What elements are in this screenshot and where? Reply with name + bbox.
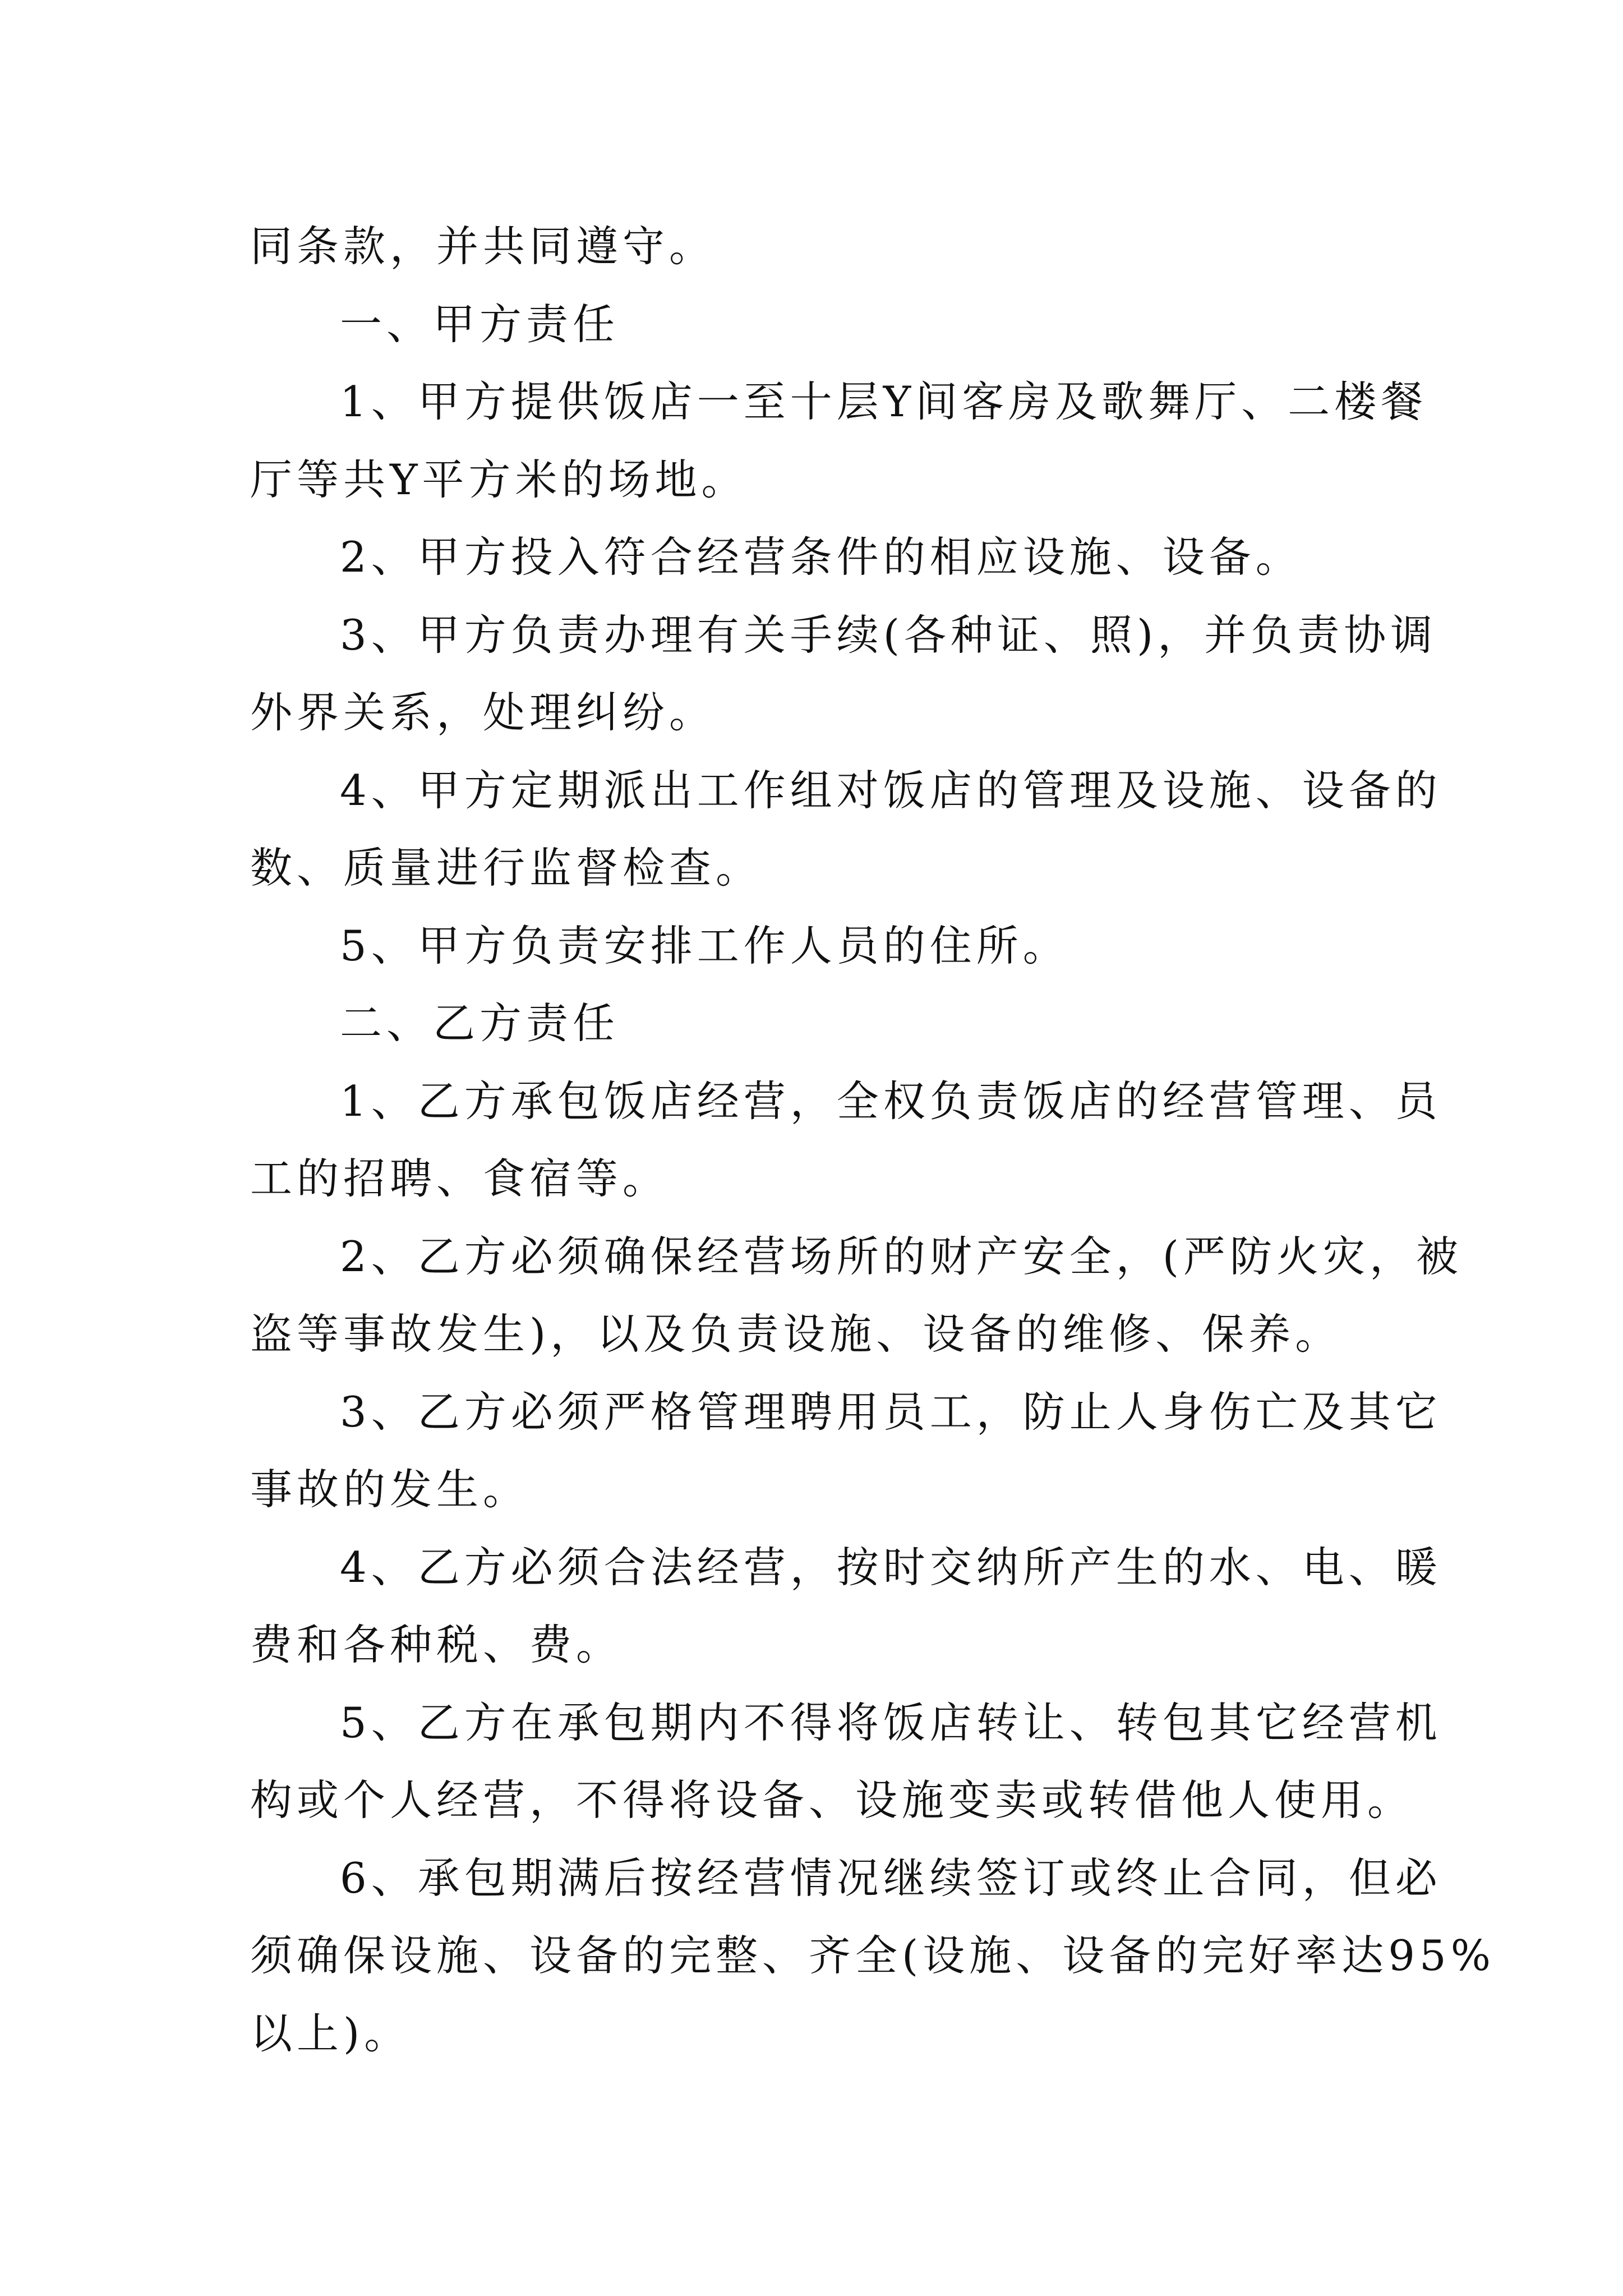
contract-body-text: [250, 208, 1495, 2072]
line-14: 盗等事故发生)，以及负责设施、设备的维修、保养。: [250, 1309, 1342, 1359]
line-16: 事故的发生。: [250, 1465, 530, 1514]
line-0: 同条款，并共同遵守。: [250, 222, 716, 271]
line-5: 3、甲方负责办理有关手续(各种证、照)，并负责协调: [340, 610, 1437, 660]
line-18: 费和各种税、费。: [250, 1620, 623, 1669]
line-9: 5、甲方负责安排工作人员的住所。: [340, 921, 1069, 970]
line-19: 5、乙方在承包期内不得将饭店转让、转包其它经营机: [340, 1697, 1442, 1747]
line-1: 一、甲方责任: [340, 299, 620, 349]
line-2: 1、甲方提供饭店一至十层Y间客房及歌舞厅、二楼餐: [340, 377, 1428, 426]
line-12: 工的招聘、食宿等。: [250, 1154, 670, 1203]
line-7: 4、甲方定期派出工作组对饭店的管理及设施、设备的: [340, 765, 1442, 815]
line-13: 2、乙方必须确保经营场所的财产安全，(严防火灾，被: [340, 1231, 1463, 1281]
line-8: 数、质量进行监督检查。: [250, 843, 763, 892]
line-11: 1、乙方承包饭店经营，全权负责饭店的经营管理、员: [340, 1076, 1442, 1126]
line-3: 厅等共Y平方米的场地。: [250, 454, 748, 504]
line-23: 以上)。: [250, 2008, 411, 2058]
line-20: 构或个人经营，不得将设备、设施变卖或转借他人使用。: [250, 1775, 1414, 1825]
line-4: 2、甲方投入符合经营条件的相应设施、设备。: [340, 532, 1302, 582]
line-21: 6、承包期满后按经营情况继续签订或终止合同，但必: [340, 1853, 1442, 1903]
line-15: 3、乙方必须严格管理聘用员工，防止人身伤亡及其它: [340, 1387, 1442, 1437]
line-10: 二、乙方责任: [340, 999, 620, 1048]
line-17: 4、乙方必须合法经营，按时交纳所产生的水、电、暖: [340, 1542, 1442, 1592]
line-6: 外界关系，处理纠纷。: [250, 688, 716, 737]
line-22: 须确保设施、设备的完整、齐全(设施、设备的完好率达95%: [250, 1931, 1495, 1980]
